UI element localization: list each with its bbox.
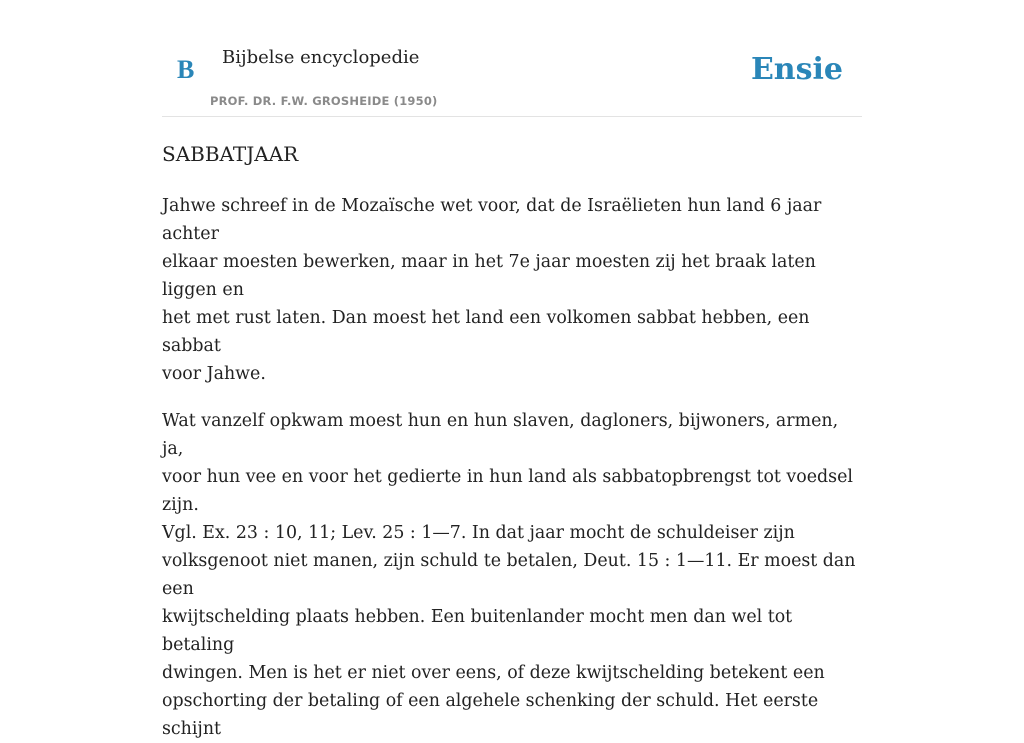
article bbox=[162, 138, 862, 743]
article-paragraph: Wat vanzelf opkwam moest hun en hun slaven, dagloners, bijwoners, armen, ja, voor hun vee en voor het gedierte in hun land als sabbatopbrengst tot voedsel zijn. Vgl. Ex. 23 : 10, 11; Lev. 25 : 1—7. In dat jaar mocht de schuldeiser zijn volksgenoot niet manen, zijn schuld te betalen, Deut. 15 : 1—11. Er moest dan een kwijtschelding plaats hebben. Een buitenlander mocht men dan wel tot betaling dwingen. Men is het er niet over eens, of deze kwijtschelding betekent een opschorting der betaling of een algehele schenking der schuld. Het eerste schijnt bbox=[162, 411, 856, 739]
book-logo-letter[interactable]: B bbox=[177, 55, 195, 84]
article-paragraph: Jahwe schreef in de Mozaïsche wet voor, dat de Israëlieten hun land 6 jaar achter elkaar moesten bewerken, maar in het 7e jaar moesten zij het braak laten liggen en het met rust laten. Dan moest het land een volkomen sabbat hebben, een sabbat voor Jahwe. bbox=[162, 196, 822, 384]
article-title: SABBATJAAR bbox=[162, 142, 299, 166]
ensie-logo-link[interactable]: Ensie bbox=[750, 52, 843, 87]
book-author: PROF. DR. F.W. GROSHEIDE (1950) bbox=[210, 94, 438, 108]
encyclopedia-header bbox=[162, 0, 862, 117]
book-title[interactable]: Bijbelse encyclopedie bbox=[222, 47, 420, 68]
